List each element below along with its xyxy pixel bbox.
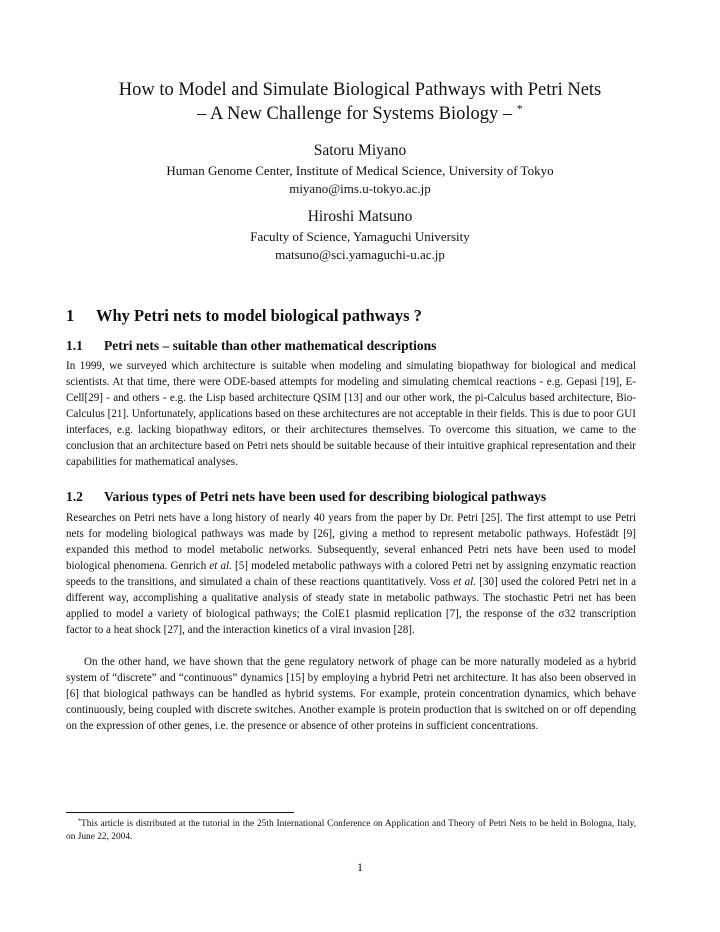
- footnote: *This article is distributed at the tutorial in the 25th International Conference on Application and Theory of Petri Nets to be held in Bologna, Italy, on June 22, 2004.: [66, 818, 636, 843]
- body-paragraph: On the other hand, we have shown that the gene regulatory network of phage can be more naturally modeled as a hybrid system of “discrete” and “continuous” dynamics [15] by employing a hybrid Petri net architecture. It has also been observed in [6] that biological pathways can be handled as hybrid systems. For example, protein concentration dynamics, which behave continuously, being coupled with discrete switches. Another example is protein production that is switched on or off depending on the expression of other genes, i.e. the presence or absence of other proteins in sufficient concentrations.: [66, 656, 636, 732]
- subsection-number: 1.1: [66, 338, 83, 353]
- author-block-2: [40, 207, 680, 264]
- body-paragraph: Researches on Petri nets have a long history of nearly 40 years from the paper by Dr. Petri [25]. The first attempt to use Petri nets for modeling biological pathways was made by [26], giving a method to represent metabolic pathways. Hofestädt [9] expanded this method to model metabolic networks. Subsequently, several enhanced Petri nets have been used to model biological phenomena. Genrich et al. [5] modeled metabolic pathways with a colored Petri net by assigning enzymatic reaction speeds to the transitions, and simulated a chain of these reactions quantitatively. Voss et al. [30] used the colored Petri net in a different way, accomplishing a qualitative analysis of steady state in metabolic pathways. The stochastic Petri net has been applied to model a variety of biological pathways; the ColE1 plasmid replication [7], the response of the σ32 transcription factor to a heat shock [27], and the interaction kinetics of a viral invasion [28].: [66, 512, 636, 636]
- title-footnote-mark: *: [516, 101, 523, 116]
- author-name: Hiroshi Matsuno: [307, 208, 413, 225]
- footnote-mark: *: [78, 818, 82, 825]
- subsection-heading: [66, 337, 436, 355]
- subsection-number: 1.2: [66, 489, 83, 504]
- title-line-2: – A New Challenge for Systems Biology – *: [197, 101, 523, 124]
- subsection-title: Various types of Petri nets have been used for describing biological pathways: [104, 489, 547, 504]
- author-name: Satoru Miyano: [313, 142, 407, 159]
- author-block-1: [40, 141, 680, 198]
- author-email: miyano@ims.u-tokyo.ac.jp: [289, 181, 431, 196]
- section-heading: [66, 305, 422, 327]
- section-title: Why Petri nets to model biological pathways ?: [96, 306, 422, 325]
- title-line-1: How to Model and Simulate Biological Pathways with Petri Nets: [118, 80, 602, 100]
- subsection-title: Petri nets – suitable than other mathematical descriptions: [104, 338, 437, 353]
- body-paragraph: In 1999, we surveyed which architecture is suitable when modeling and simulating biopathway for biological and medical scientists. At that time, there were ODE-based attempts for modeling and simulating chemical reactions - e.g. Gepasi [19], E-Cell[29] - and others - e.g. the Lisp based architecture QSIM [13] and our other work, the pi-Calculus based architecture, Bio-Calculus [21]. Unfortunately, applications based on these architectures are not acceptable in their fields. This is due to poor GUI interfaces, e.g. lacking biopathway editors, or their architectures themselves. To overcome this situation, we came to the conclusion that an architecture based on Petri nets should be suitable because of their intuitive graphical representation and their capabilities for mathematical analyses.: [66, 360, 636, 468]
- subsection-heading: [66, 488, 546, 506]
- section-number: 1: [66, 306, 75, 325]
- author-affiliation: Human Genome Center, Institute of Medical Science, University of Tokyo: [166, 163, 554, 178]
- author-email: matsuno@sci.yamaguchi-u.ac.jp: [275, 247, 445, 262]
- author-affiliation: Faculty of Science, Yamaguchi University: [250, 229, 470, 244]
- page-number: 1: [357, 860, 363, 874]
- footnote-rule: [66, 812, 294, 813]
- paper-title: [40, 78, 680, 126]
